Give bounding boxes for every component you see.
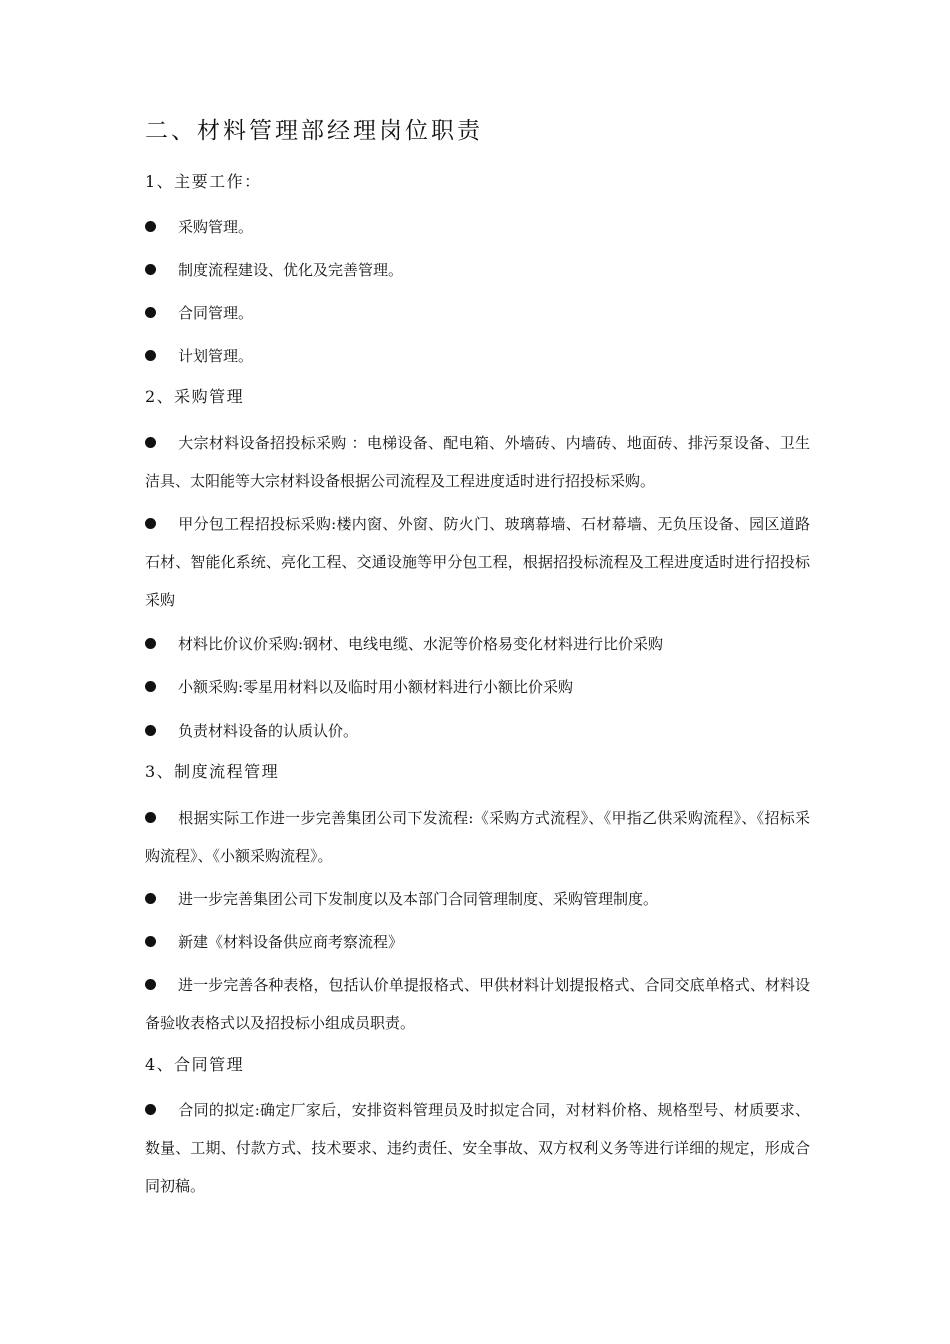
bullet-icon: [145, 437, 156, 448]
list-item: [145, 880, 810, 918]
section-heading-process: 3、制度流程管理: [145, 762, 280, 781]
list-item: [145, 337, 810, 375]
list-item-text: 进一步完善集团公司下发制度以及本部门合同管理制度、采购管理制度。: [178, 890, 659, 908]
list-item-text: 甲分包工程招投标采购:楼内窗、外窗、防火门、玻璃幕墙、石材幕墙、无负压设备、园区道路石材、智能化系统、亮化工程、交通设施等甲分包工程，根据招投标流程及工程进度适时进行招投标采购: [145, 515, 810, 609]
list-item-text: 新建《材料设备供应商考察流程》: [178, 933, 404, 951]
list-item-text: 进一步完善各种表格，包括认价单提报格式、甲供材料计划提报格式、合同交底单格式、材料设备验收表格式以及招投标小组成员职责。: [145, 976, 810, 1032]
bullet-icon: [145, 1104, 156, 1115]
section-heading-main-work: 1、主要工作：: [145, 172, 262, 191]
list-item: [145, 625, 810, 663]
bullet-icon: [145, 264, 156, 275]
section-heading-contract: 4、合同管理: [145, 1055, 245, 1074]
list-item: [145, 712, 810, 750]
list-item-text: 负责材料设备的认质认价。: [178, 722, 359, 740]
bullet-icon: [145, 936, 156, 947]
list-item-text: 制度流程建设、优化及完善管理。: [178, 261, 404, 279]
bullet-icon: [145, 812, 156, 823]
bullet-icon: [145, 518, 156, 529]
bullet-icon: [145, 681, 156, 692]
list-item: [145, 923, 810, 961]
list-item: [145, 505, 810, 619]
list-item: [145, 294, 810, 332]
list-item-text: 合同的拟定:确定厂家后，安排资料管理员及时拟定合同，对材料价格、规格型号、材质要求、数量、工期、付款方式、技术要求、违约责任、安全事故、双方权利义务等进行详细的规定，形成合同初稿。: [145, 1101, 810, 1195]
bullet-icon: [145, 979, 156, 990]
list-item: [145, 208, 810, 246]
list-item: [145, 966, 810, 1042]
bullet-icon: [145, 725, 156, 736]
list-item-text: 计划管理。: [178, 347, 254, 365]
document-title: 二、材料管理部经理岗位职责: [145, 118, 483, 144]
list-item-text: 小额采购:零星用材料以及临时用小额材料进行小额比价采购: [178, 678, 574, 696]
bullet-icon: [145, 638, 156, 649]
list-item: [145, 424, 810, 500]
list-item: [145, 251, 810, 289]
list-item: [145, 799, 810, 875]
list-item-text: 合同管理。: [178, 304, 254, 322]
bullet-icon: [145, 221, 156, 232]
list-item-text: 采购管理。: [178, 218, 254, 236]
list-item-text: 材料比价议价采购:钢材、电线电缆、水泥等价格易变化材料进行比价采购: [178, 635, 664, 653]
bullet-icon: [145, 893, 156, 904]
bullet-icon: [145, 307, 156, 318]
list-item-text: 根据实际工作进一步完善集团公司下发流程:《采购方式流程》、《甲指乙供采购流程》、《招标采购流程》、《小额采购流程》。: [145, 809, 810, 865]
list-item-text: 大宗材料设备招投标采购 ：电梯设备、配电箱、外墙砖、内墙砖、地面砖、排污泵设备、卫生洁具、太阳能等大宗材料设备根据公司流程及工程进度适时进行招投标采购。: [145, 434, 810, 490]
section-heading-procurement: 2、采购管理: [145, 387, 245, 406]
list-item: [145, 668, 810, 706]
list-item: [145, 1091, 810, 1205]
bullet-icon: [145, 350, 156, 361]
